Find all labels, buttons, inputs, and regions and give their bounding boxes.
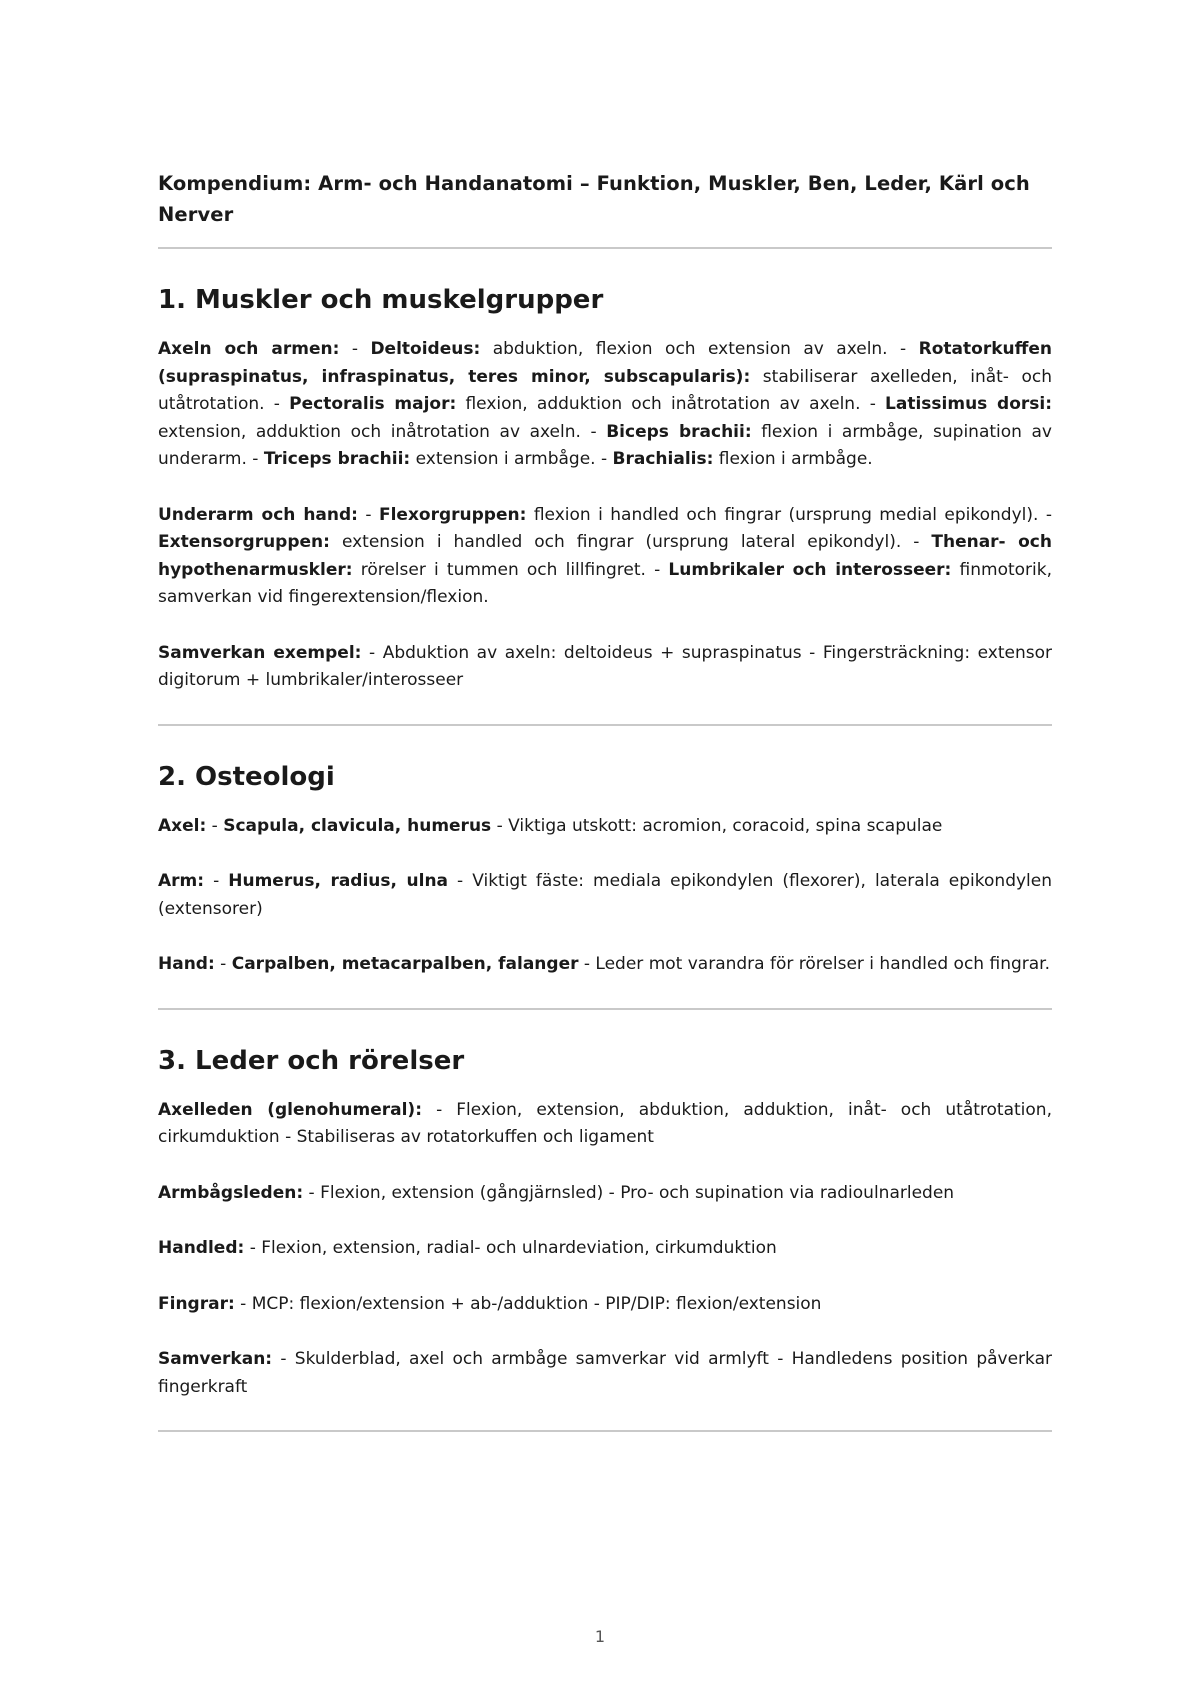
bold-term: Humerus, radius, ulna	[228, 871, 449, 891]
bold-term: Pectoralis major:	[289, 394, 457, 414]
bold-term: Carpalben, metacarpalben, falanger	[231, 954, 579, 974]
section-paragraph	[158, 640, 1052, 695]
bold-term: Biceps brachii:	[606, 421, 752, 442]
paragraph-text: - Viktigt fäste: mediala epikondylen (flexorer), laterala epikondylen (extensorer)	[158, 871, 1052, 919]
bold-term: Deltoideus:	[370, 339, 481, 359]
paragraph-text: -	[214, 954, 232, 974]
paragraph-text: -	[339, 339, 371, 359]
paragraph-lead: Axel:	[158, 815, 207, 836]
paragraph-lead: Fingrar:	[158, 1293, 235, 1314]
paragraph-text: - Skulderblad, axel och armbåge samverkar vid armlyft - Handledens position påverkar fingerkraft	[158, 1349, 1052, 1397]
paragraph-lead: Samverkan exempel:	[158, 642, 362, 663]
bold-term: Triceps brachii:	[263, 449, 411, 469]
paragraph-lead: Samverkan:	[158, 1349, 273, 1369]
paragraph-text: stabiliserar axelleden, inåt- och utåtrotation. -	[158, 366, 1052, 414]
section-paragraph	[158, 1235, 1052, 1263]
bold-term: Lumbrikaler och interosseer:	[668, 559, 952, 580]
paragraph-text: - Flexion, extension, radial- och ulnardeviation, cirkumduktion	[244, 1238, 777, 1258]
section-heading: 2. Osteologi	[158, 761, 335, 792]
bold-term: Extensorgruppen:	[158, 532, 330, 552]
bold-term: Latissimus dorsi:	[885, 394, 1053, 414]
bold-term: Flexorgruppen:	[378, 504, 527, 525]
paragraph-lead: Arm:	[158, 871, 205, 891]
divider	[158, 1430, 1052, 1432]
document-page	[158, 168, 1052, 1432]
page-number: 1	[594, 1627, 606, 1646]
section-heading: 1. Muskler och muskelgrupper	[158, 285, 604, 315]
section-paragraph	[158, 502, 1052, 612]
section-paragraph	[158, 951, 1052, 979]
section-paragraph	[158, 813, 1052, 841]
section-paragraph	[158, 1180, 1052, 1208]
paragraph-lead: Axelleden (glenohumeral):	[158, 1099, 422, 1120]
section-heading: 3. Leder och rörelser	[158, 1045, 465, 1076]
bold-term: Thenar- och hypothenarmuskler:	[158, 532, 1052, 580]
paragraph-text: extension i handled och fingrar (ursprung lateral epikondyl). -	[329, 532, 932, 552]
paragraph-text: - Flexion, extension (gångjärnsled) - Pro- och supination via radioulnarleden	[303, 1182, 955, 1203]
paragraph-text: flexion i handled och fingrar (ursprung medial epikondyl). -	[526, 504, 1052, 525]
bold-term: Scapula, clavicula, humerus	[223, 815, 492, 836]
divider	[158, 724, 1052, 726]
paragraph-lead: Hand:	[158, 954, 215, 974]
section-paragraph	[158, 336, 1052, 474]
bold-term: Rotatorkuffen (supraspinatus, infraspinatus, teres minor, subscapularis):	[158, 339, 1053, 387]
section-paragraph	[158, 1291, 1052, 1319]
paragraph-lead: Armbågsleden:	[158, 1182, 304, 1203]
paragraph-text: - Viktiga utskott: acromion, coracoid, spina scapulae	[491, 815, 943, 836]
paragraph-text: finmotorik, samverkan vid fingerextension/flexion.	[158, 559, 1053, 607]
paragraph-text: flexion i armbåge, supination av underarm. -	[158, 421, 1052, 469]
document-title: Kompendium: Arm- och Handanatomi – Funktion, Muskler, Ben, Leder, Kärl och Nerver	[158, 172, 1030, 226]
paragraph-text: -	[357, 504, 379, 525]
paragraph-text: extension i armbåge. -	[410, 449, 613, 469]
document-body	[158, 284, 1052, 1432]
paragraph-lead: Axeln och armen:	[158, 339, 340, 359]
paragraph-text: -	[206, 815, 224, 836]
section-paragraph	[158, 868, 1052, 923]
paragraph-text: - Leder mot varandra för rörelser i handled och fingrar.	[578, 954, 1050, 974]
divider	[158, 1008, 1052, 1010]
bold-term: Brachialis:	[612, 449, 714, 469]
paragraph-text: extension, adduktion och inåtrotation av axeln. -	[158, 421, 607, 442]
paragraph-text: abduktion, flexion och extension av axeln. -	[480, 339, 919, 359]
divider	[158, 247, 1052, 249]
paragraph-text: -	[204, 871, 229, 891]
paragraph-lead: Handled:	[158, 1238, 245, 1258]
paragraph-text: - Flexion, extension, abduktion, adduktion, inåt- och utåtrotation, cirkumduktion - Stabiliseras av rotatorkuffen och ligament	[158, 1099, 1052, 1147]
paragraph-text: rörelser i tummen och lillfingret. -	[352, 559, 669, 580]
section-paragraph	[158, 1097, 1052, 1152]
paragraph-lead: Underarm och hand:	[158, 504, 358, 525]
paragraph-text: flexion i armbåge.	[713, 449, 873, 469]
paragraph-text: flexion, adduktion och inåtrotation av axeln. -	[456, 394, 886, 414]
section-paragraph	[158, 1346, 1052, 1401]
paragraph-text: - MCP: flexion/extension + ab-/adduktion - PIP/DIP: flexion/extension	[234, 1293, 822, 1314]
paragraph-text: - Abduktion av axeln: deltoideus + supraspinatus - Fingersträckning: extensor digitorum + lumbrikaler/interosseer	[158, 642, 1052, 690]
